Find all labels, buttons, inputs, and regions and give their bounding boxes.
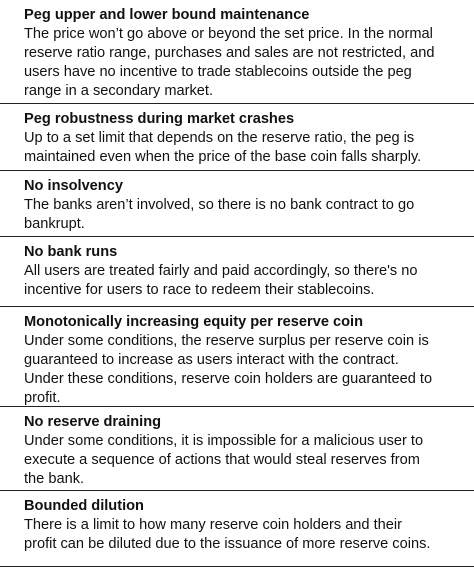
description-line: bankrupt. — [24, 216, 85, 232]
row-title: Peg robustness during market crashes — [24, 111, 295, 127]
description-line: users have no incentive to trade stablecoins outside the peg — [24, 64, 412, 80]
row-description — [24, 129, 466, 167]
description-line: The price won’t go above or beyond the set price. In the normal — [24, 26, 433, 42]
row-description — [24, 25, 466, 101]
description-line: Under some conditions, the reserve surplus per reserve coin is — [24, 333, 429, 349]
table-row — [0, 236, 474, 308]
row-description — [24, 516, 466, 554]
description-line: incentive for users to race to redeem their stablecoins. — [24, 282, 375, 298]
table-row — [0, 406, 474, 490]
description-line: The banks aren’t involved, so there is no bank contract to go — [24, 197, 415, 213]
table-row — [0, 0, 474, 106]
row-description — [24, 196, 466, 234]
description-line: There is a limit to how many reserve coin holders and their — [24, 517, 402, 533]
row-title: Bounded dilution — [24, 498, 144, 514]
table-row — [0, 170, 474, 236]
description-line: the bank. — [24, 471, 85, 487]
description-line: profit. — [24, 390, 61, 406]
description-line: reserve ratio range, purchases and sales are not restricted, and — [24, 45, 435, 61]
table-row — [0, 490, 474, 567]
description-line: Under some conditions, it is impossible for a malicious user to — [24, 433, 424, 449]
description-line: guaranteed to increase as users interact with the contract. — [24, 352, 399, 368]
description-line: Under these conditions, reserve coin holders are guaranteed to — [24, 371, 433, 387]
row-title: No bank runs — [24, 244, 118, 260]
description-line: Up to a set limit that depends on the reserve ratio, the peg is — [24, 130, 415, 146]
table-row — [0, 103, 474, 173]
description-line: range in a secondary market. — [24, 83, 214, 99]
description-line: execute a sequence of actions that would steal reserves from — [24, 452, 420, 468]
table-row — [0, 306, 474, 406]
row-title: Peg upper and lower bound maintenance — [24, 7, 310, 23]
description-line: maintained even when the price of the base coin falls sharply. — [24, 149, 422, 165]
row-title: Monotonically increasing equity per reserve coin — [24, 314, 363, 330]
row-title: No reserve draining — [24, 414, 162, 430]
row-description — [24, 432, 466, 489]
row-title: No insolvency — [24, 178, 123, 194]
row-description — [24, 332, 466, 408]
row-description — [24, 262, 466, 300]
description-line: profit can be diluted due to the issuance of more reserve coins. — [24, 536, 431, 552]
description-line: All users are treated fairly and paid accordingly, so there's no — [24, 263, 418, 279]
